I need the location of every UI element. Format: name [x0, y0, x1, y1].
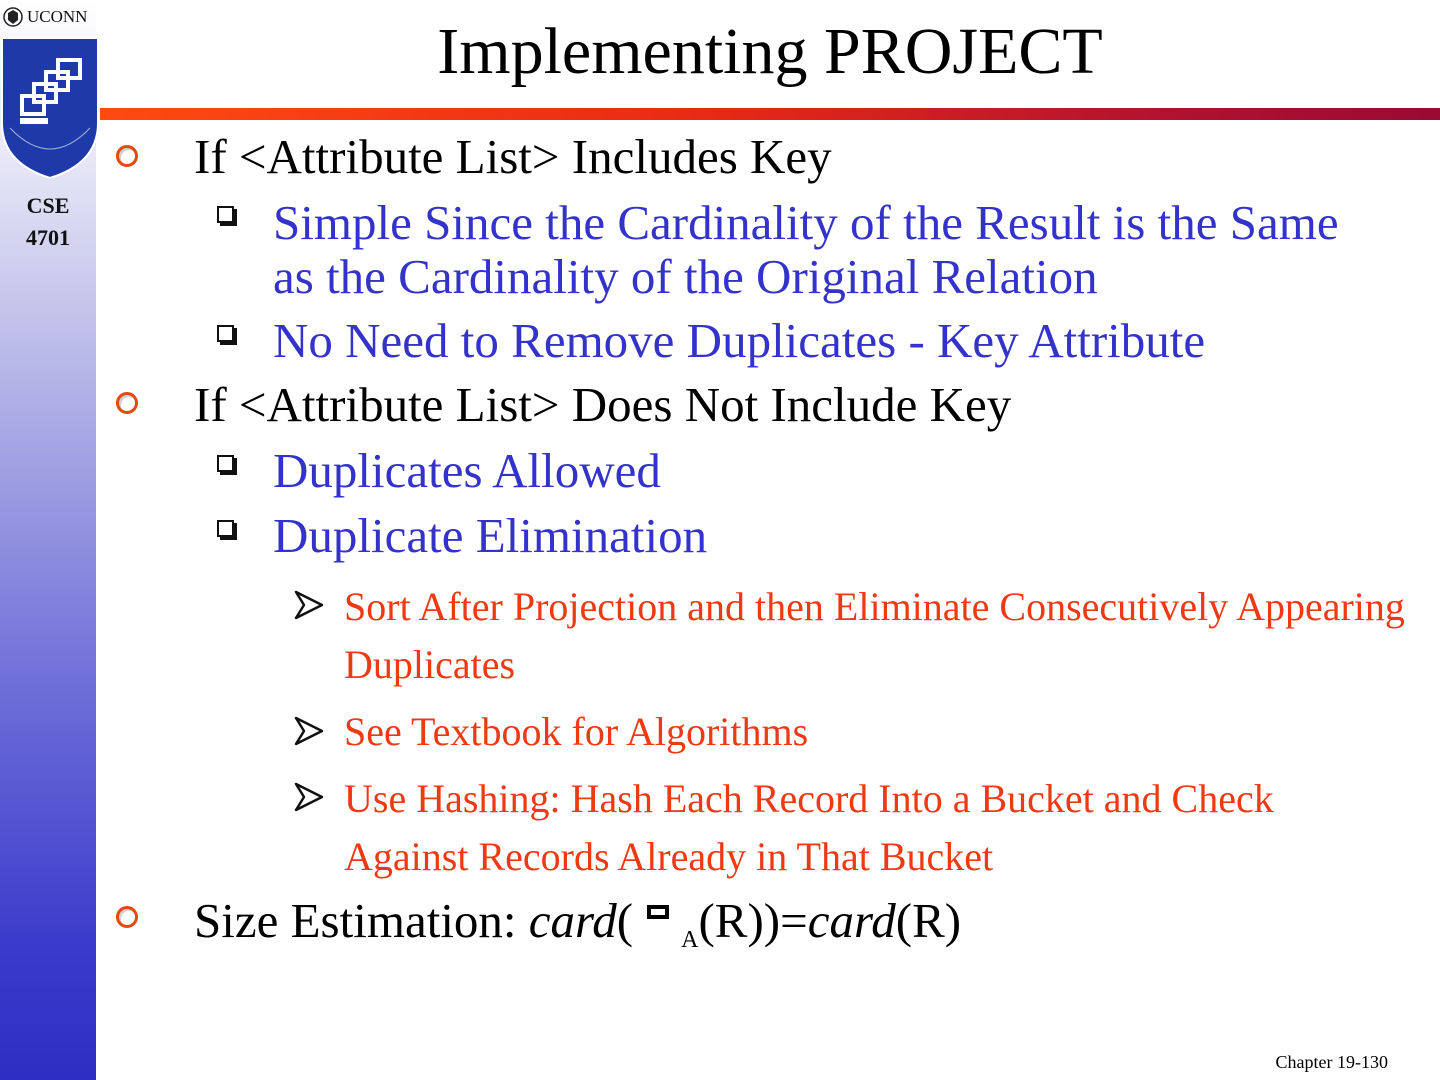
course-prefix: CSE	[26, 193, 70, 218]
bullet-icon	[217, 206, 234, 223]
title-rule	[100, 108, 1440, 120]
formula-subscript: A	[681, 927, 699, 953]
formula-end: (R)	[895, 893, 962, 948]
formula-prefix: Size Estimation:	[194, 893, 529, 948]
bullet-level1: If <Attribute List> Includes Key	[194, 129, 832, 184]
size-estimation-formula	[194, 892, 961, 969]
arrow-bullet-icon	[294, 716, 324, 746]
bullet-icon	[116, 392, 138, 414]
arrow-bullet-icon	[294, 590, 324, 620]
course-number: 4701	[26, 225, 70, 250]
cse-logo	[0, 38, 100, 178]
slide-title: Implementing PROJECT	[437, 15, 1103, 88]
uconn-wordmark: UCONN	[27, 7, 88, 26]
bullet-icon	[217, 455, 234, 472]
formula-card: card	[807, 893, 896, 948]
formula-open-paren: (	[616, 893, 634, 948]
bullet-level3: Use Hashing: Hash Each Record Into a Bucket and Check Against Records Already in That Bucket	[344, 776, 1274, 879]
bullet-icon	[116, 145, 138, 167]
bullet-level2: No Need to Remove Duplicates - Key Attribute	[273, 313, 1206, 368]
course-code	[0, 190, 96, 254]
bullet-icon	[116, 906, 138, 928]
bullet-level1: If <Attribute List> Does Not Include Key	[194, 377, 1012, 432]
bullet-level3: See Textbook for Algorithms	[344, 709, 809, 754]
slide-footer: Chapter 19-130	[1275, 1052, 1388, 1072]
bullet-level2: Duplicate Elimination	[273, 508, 708, 563]
formula-middle: (R))=	[698, 893, 808, 948]
arrow-bullet-icon	[294, 782, 324, 812]
bullet-icon	[217, 520, 234, 537]
uconn-seal-icon	[2, 5, 24, 29]
formula-card: card	[528, 893, 617, 948]
bullet-level2: Simple Since the Cardinality of the Result is the Same as the Cardinality of the Original Relation	[273, 195, 1339, 304]
projection-symbol-icon	[647, 905, 669, 919]
bullet-icon	[217, 325, 234, 342]
bullet-level2: Duplicates Allowed	[273, 443, 661, 498]
uconn-header	[2, 4, 102, 30]
bullet-level3: Sort After Projection and then Eliminate Consecutively Appearing Duplicates	[344, 584, 1405, 687]
